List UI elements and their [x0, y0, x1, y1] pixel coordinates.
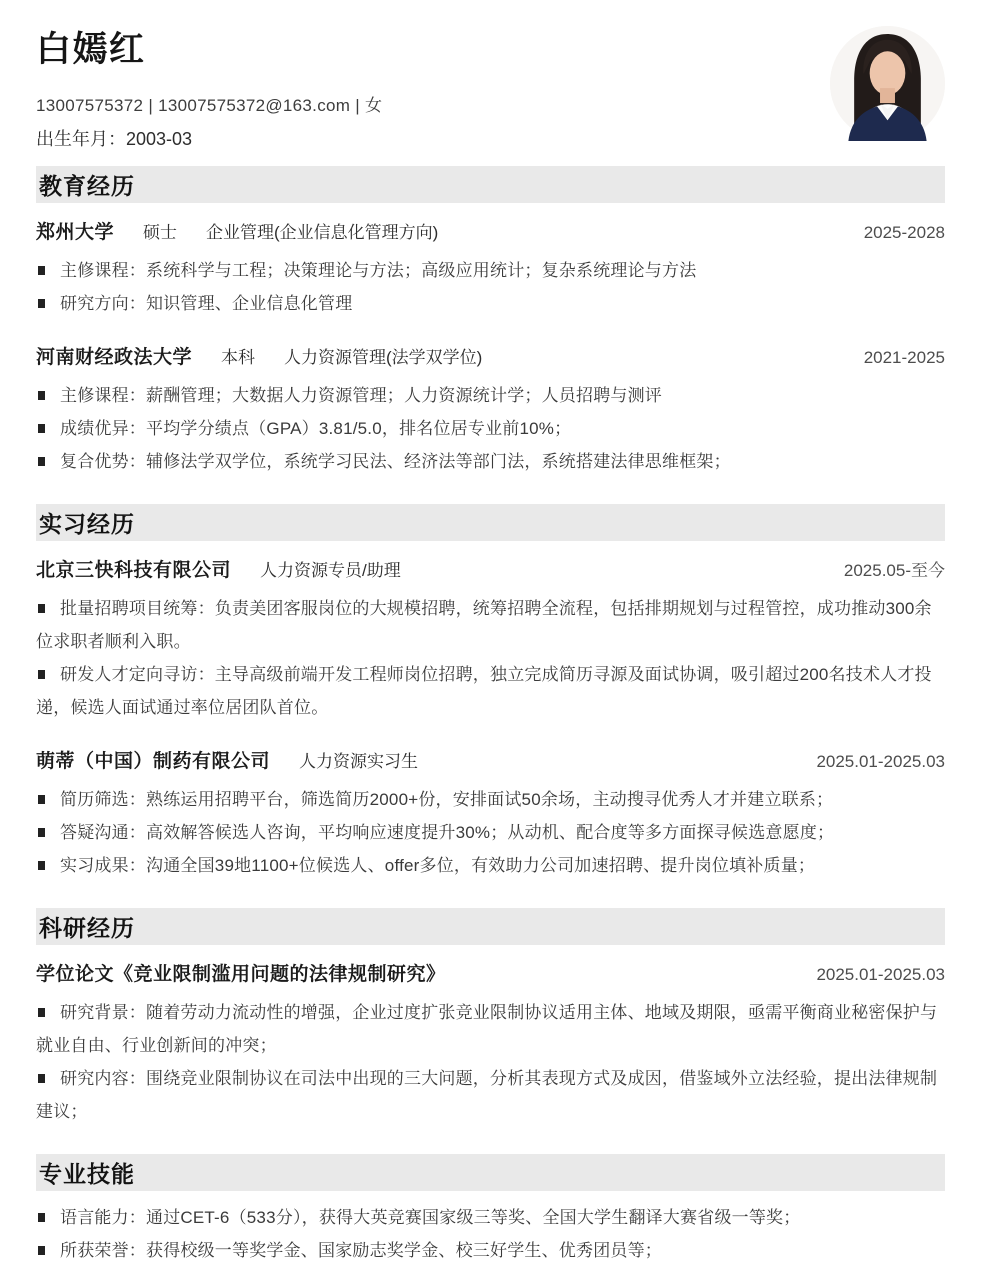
company-name: 北京三快科技有限公司	[36, 560, 232, 582]
date-range: 2025-2028	[863, 223, 945, 243]
education-entry-head	[36, 217, 945, 244]
role-label: 人力资源专员/助理	[260, 561, 401, 581]
internship-bullets	[36, 592, 945, 724]
bullet-square-icon	[38, 457, 45, 466]
bullet-text: 所获荣誉：获得校级一等奖学金、国家励志奖学金、校三好学生、优秀团员等；	[60, 1241, 662, 1261]
section-education	[36, 166, 945, 478]
degree-label: 硕士	[143, 223, 178, 243]
bullet-item	[36, 816, 945, 849]
resume-header	[36, 0, 945, 151]
bullet-square-icon	[38, 670, 45, 679]
profile-photo	[830, 26, 945, 141]
section-skills	[36, 1154, 945, 1267]
section-title-internship: 实习经历	[36, 504, 945, 541]
bullet-square-icon	[38, 1074, 45, 1083]
section-title-research: 科研经历	[36, 908, 945, 945]
bullet-text: 研究背景：随着劳动力流动性的增强，企业过度扩张竞业限制协议适用主体、地域及期限，亟需平衡商业秘密保护与就业自由、行业创新间的冲突；	[36, 1003, 938, 1056]
date-range: 2025.01-2025.03	[816, 965, 945, 985]
section-title-education: 教育经历	[36, 166, 945, 203]
bullet-item	[36, 658, 945, 724]
portrait-illustration	[830, 26, 945, 141]
bullet-square-icon	[38, 795, 45, 804]
bullet-square-icon	[38, 828, 45, 837]
bullet-square-icon	[38, 1213, 45, 1222]
bullet-text: 简历筛选：熟练运用招聘平台，筛选简历2000+份，安排面试50余场，主动搜寻优秀人才并建立联系；	[60, 790, 834, 810]
bullet-text: 研发人才定向寻访：主导高级前端开发工程师岗位招聘，独立完成简历寻源及面试协调，吸引超过200名技术人才投递，候选人面试通过率位居团队首位。	[36, 665, 932, 718]
internship-entry-head	[36, 746, 945, 773]
education-entry-head	[36, 342, 945, 369]
thesis-title: 学位论文《竞业限制滥用问题的法律规制研究》	[36, 964, 446, 986]
bullet-square-icon	[38, 299, 45, 308]
school-name: 河南财经政法大学	[36, 347, 193, 369]
education-bullets	[36, 379, 945, 478]
internship-entry	[36, 555, 945, 724]
bullet-item	[36, 445, 945, 478]
major-label: 人力资源管理(法学双学位)	[284, 348, 483, 368]
research-entry-head	[36, 959, 945, 986]
bullet-text: 实习成果：沟通全国39地1100+位候选人、offer多位，有效助力公司加速招聘、提升岗位填补质量；	[60, 856, 816, 876]
internship-entry	[36, 746, 945, 882]
bullet-square-icon	[38, 1246, 45, 1255]
company-name: 萌蒂（中国）制药有限公司	[36, 751, 271, 773]
section-research	[36, 908, 945, 1128]
research-entry	[36, 959, 945, 1128]
bullet-square-icon	[38, 391, 45, 400]
school-name: 郑州大学	[36, 222, 115, 244]
internship-bullets	[36, 783, 945, 882]
major-label: 企业管理(企业信息化管理方向)	[206, 223, 439, 243]
research-bullets	[36, 996, 945, 1128]
role-label: 人力资源实习生	[299, 752, 419, 772]
bullet-square-icon	[38, 424, 45, 433]
bullet-item	[36, 592, 945, 658]
bullet-item	[36, 254, 945, 287]
birth-date-line: 出生年月：2003-03	[36, 129, 193, 150]
contact-line: 13007575372 | 13007575372@163.com | 女	[36, 96, 383, 116]
bullet-text: 主修课程：系统科学与工程；决策理论与方法；高级应用统计；复杂系统理论与方法	[60, 261, 697, 281]
bullet-text: 研究内容：围绕竞业限制协议在司法中出现的三大问题，分析其表现方式及成因，借鉴域外立法经验，提出法律规制建议；	[36, 1069, 938, 1122]
bullet-text: 主修课程：薪酬管理；大数据人力资源管理；人力资源统计学；人员招聘与测评	[60, 386, 662, 406]
section-title-skills: 专业技能	[36, 1154, 945, 1191]
education-bullets	[36, 254, 945, 320]
bullet-item	[36, 1234, 945, 1267]
internship-entry-head	[36, 555, 945, 582]
date-range: 2025.05-至今	[843, 561, 945, 581]
bullet-square-icon	[38, 266, 45, 275]
bullet-text: 语言能力：通过CET-6（533分），获得大英竞赛国家级三等奖、全国大学生翻译大赛省级一等奖；	[60, 1208, 801, 1228]
date-range: 2025.01-2025.03	[816, 752, 945, 772]
bullet-text: 研究方向：知识管理、企业信息化管理	[60, 294, 353, 314]
bullet-text: 复合优势：辅修法学双学位，系统学习民法、经济法等部门法，系统搭建法律思维框架；	[60, 452, 731, 472]
bullet-item	[36, 849, 945, 882]
bullet-item	[36, 379, 945, 412]
bullet-item	[36, 1062, 945, 1128]
bullet-item	[36, 1201, 945, 1234]
bullet-text: 批量招聘项目统筹：负责美团客服岗位的大规模招聘，统筹招聘全流程，包括排期规划与过程管控，成功推动300余位求职者顺利入职。	[36, 599, 932, 652]
section-internship	[36, 504, 945, 882]
bullet-item	[36, 412, 945, 445]
bullet-square-icon	[38, 861, 45, 870]
skills-bullets	[36, 1201, 945, 1267]
candidate-name: 白嫣红	[36, 30, 146, 69]
bullet-item	[36, 996, 945, 1062]
degree-label: 本科	[221, 348, 256, 368]
bullet-item	[36, 783, 945, 816]
education-entry	[36, 217, 945, 320]
date-range: 2021-2025	[863, 348, 945, 368]
bullet-square-icon	[38, 604, 45, 613]
bullet-square-icon	[38, 1008, 45, 1017]
education-entry	[36, 342, 945, 478]
bullet-text: 答疑沟通：高效解答候选人咨询，平均响应速度提升30%；从动机、配合度等多方面探寻候选意愿度；	[60, 823, 835, 843]
bullet-text: 成绩优异：平均学分绩点（GPA）3.81/5.0，排名位居专业前10%；	[60, 419, 572, 439]
bullet-item	[36, 287, 945, 320]
